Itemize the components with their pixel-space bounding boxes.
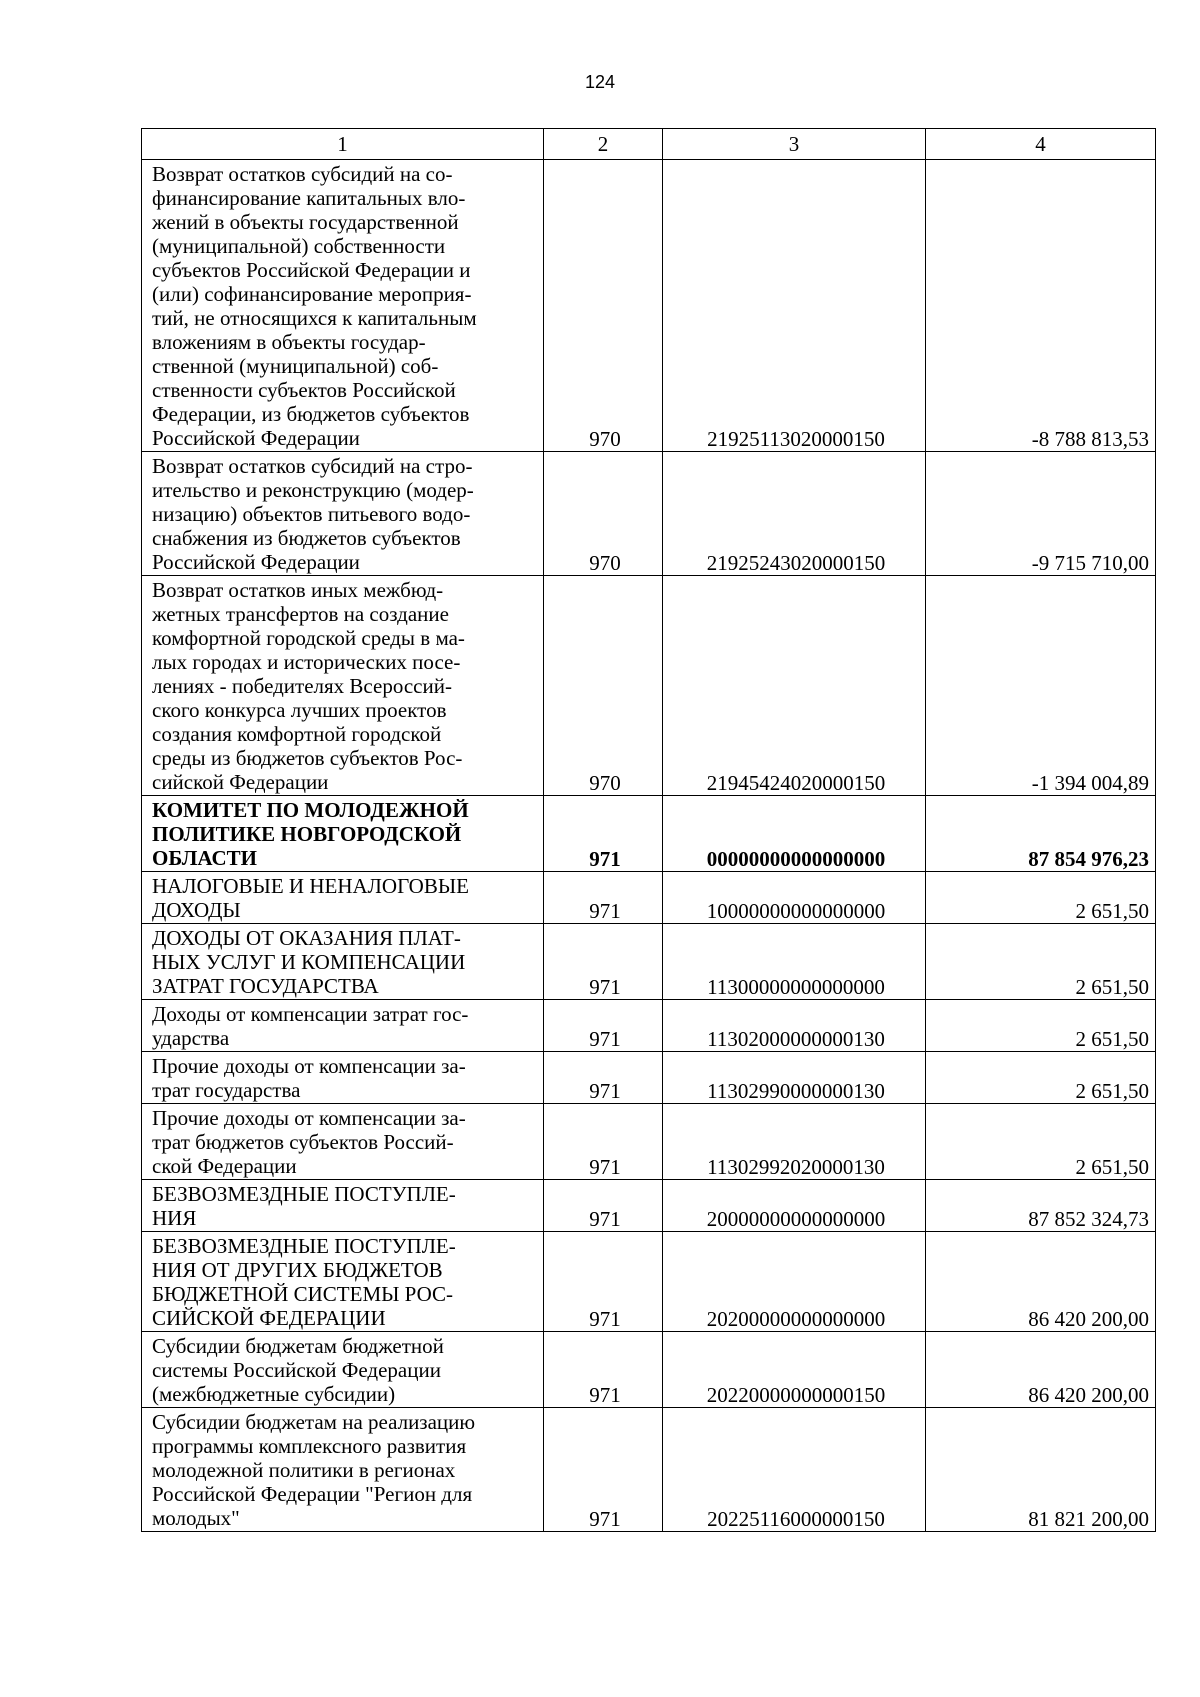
row-name-line: (или) софинансирование мероприя-: [152, 282, 472, 306]
row-name-line: Прочие доходы от компенсации за-: [152, 1106, 466, 1130]
row-amount: -9 715 710,00: [926, 452, 1156, 576]
row-name-line: Российской Федерации "Регион для: [152, 1482, 473, 1506]
row-name-line: низацию) объектов питьевого водо-: [152, 502, 471, 526]
row-name-line: Возврат остатков иных межбюд-: [152, 578, 444, 602]
row-budget-code: 10000000000000000: [663, 872, 926, 924]
row-name-line: субъектов Российской Федерации и: [152, 258, 471, 282]
header-col-2: 2: [544, 129, 663, 160]
row-name-line: ДОХОДЫ: [152, 898, 241, 922]
row-name-line: Российской Федерации: [152, 550, 360, 574]
table-row: [142, 1232, 1156, 1332]
row-admin-code: 971: [544, 1104, 663, 1180]
row-name: [142, 1232, 544, 1332]
row-budget-code: 20225116000000150: [663, 1408, 926, 1532]
row-name-line: молодых": [152, 1506, 240, 1530]
row-amount: -8 788 813,53: [926, 160, 1156, 452]
row-name-line: Возврат остатков субсидий на со-: [152, 162, 453, 186]
row-budget-code: 21925243020000150: [663, 452, 926, 576]
row-name: [142, 924, 544, 1000]
header-col-1: 1: [142, 129, 544, 160]
row-name-line: ДОХОДЫ ОТ ОКАЗАНИЯ ПЛАТ-: [152, 926, 461, 950]
row-name-line: жений в объекты государственной: [152, 210, 459, 234]
row-name: [142, 576, 544, 796]
row-name-line: снабжения из бюджетов субъектов: [152, 526, 461, 550]
table-row: [142, 1052, 1156, 1104]
row-name-line: комфортной городской среды в ма-: [152, 626, 465, 650]
row-name-line: СИЙСКОЙ ФЕДЕРАЦИИ: [152, 1306, 386, 1330]
row-name-line: (межбюджетные субсидии): [152, 1382, 396, 1406]
row-amount: 86 420 200,00: [926, 1232, 1156, 1332]
row-name-line: ского конкурса лучших проектов: [152, 698, 447, 722]
row-name-line: НЫХ УСЛУГ И КОМПЕНСАЦИИ: [152, 950, 466, 974]
row-name: [142, 796, 544, 872]
row-amount: 2 651,50: [926, 1000, 1156, 1052]
row-admin-code: 971: [544, 1052, 663, 1104]
row-name-line: Доходы от компенсации затрат гос-: [152, 1002, 469, 1026]
row-amount: 2 651,50: [926, 872, 1156, 924]
row-admin-code: 970: [544, 160, 663, 452]
row-amount: 2 651,50: [926, 1104, 1156, 1180]
header-col-4: 4: [926, 129, 1156, 160]
row-amount: 87 852 324,73: [926, 1180, 1156, 1232]
row-admin-code: 971: [544, 1000, 663, 1052]
row-name-line: НАЛОГОВЫЕ И НЕНАЛОГОВЫЕ: [152, 874, 469, 898]
row-amount: 86 420 200,00: [926, 1332, 1156, 1408]
row-name-line: трат государства: [152, 1078, 301, 1102]
table-body: [142, 160, 1156, 1532]
row-name-line: ЗАТРАТ ГОСУДАРСТВА: [152, 974, 379, 998]
row-name-line: ственной (муниципальной) соб-: [152, 354, 439, 378]
row-budget-code: 20200000000000000: [663, 1232, 926, 1332]
row-name: [142, 1408, 544, 1532]
row-name-line: Федерации, из бюджетов субъектов: [152, 402, 470, 426]
row-name-line: ПОЛИТИКЕ НОВГОРОДСКОЙ: [152, 822, 462, 846]
row-name-line: ской Федерации: [152, 1154, 297, 1178]
budget-table: [141, 128, 1156, 1532]
row-name-line: НИЯ ОТ ДРУГИХ БЮДЖЕТОВ: [152, 1258, 443, 1282]
table-row: [142, 576, 1156, 796]
row-name-line: жетных трансфертов на создание: [152, 602, 449, 626]
row-name: [142, 872, 544, 924]
row-name-line: БЕЗВОЗМЕЗДНЫЕ ПОСТУПЛЕ-: [152, 1182, 456, 1206]
row-name-line: лых городах и исторических посе-: [152, 650, 461, 674]
row-name: [142, 160, 544, 452]
row-amount: 2 651,50: [926, 1052, 1156, 1104]
row-name-line: БЮДЖЕТНОЙ СИСТЕМЫ РОС-: [152, 1282, 454, 1306]
row-admin-code: 971: [544, 924, 663, 1000]
row-budget-code: 21925113020000150: [663, 160, 926, 452]
row-name-line: Субсидии бюджетам на реализацию: [152, 1410, 476, 1434]
row-amount: 2 651,50: [926, 924, 1156, 1000]
row-budget-code: 11302000000000130: [663, 1000, 926, 1052]
row-name-line: БЕЗВОЗМЕЗДНЫЕ ПОСТУПЛЕ-: [152, 1234, 456, 1258]
header-col-3: 3: [663, 129, 926, 160]
row-budget-code: 20000000000000000: [663, 1180, 926, 1232]
table-row: [142, 160, 1156, 452]
row-name: [142, 452, 544, 576]
row-budget-code: 21945424020000150: [663, 576, 926, 796]
row-name: [142, 1052, 544, 1104]
row-budget-code: 20220000000000150: [663, 1332, 926, 1408]
row-amount: -1 394 004,89: [926, 576, 1156, 796]
row-amount: 87 854 976,23: [926, 796, 1156, 872]
row-name-line: ственности субъектов Российской: [152, 378, 456, 402]
header-row: [142, 129, 1156, 160]
row-name-line: программы комплексного развития: [152, 1434, 467, 1458]
row-admin-code: 970: [544, 452, 663, 576]
row-name-line: вложениям в объекты государ-: [152, 330, 426, 354]
row-budget-code: 00000000000000000: [663, 796, 926, 872]
row-admin-code: 971: [544, 872, 663, 924]
row-name: [142, 1332, 544, 1408]
table-row: [142, 796, 1156, 872]
row-name-line: ударства: [152, 1026, 230, 1050]
table-row: [142, 924, 1156, 1000]
table-row: [142, 1104, 1156, 1180]
row-amount: 81 821 200,00: [926, 1408, 1156, 1532]
row-name-line: создания комфортной городской: [152, 722, 442, 746]
row-name-line: среды из бюджетов субъектов Рос-: [152, 746, 463, 770]
row-admin-code: 971: [544, 1408, 663, 1532]
row-name-line: Субсидии бюджетам бюджетной: [152, 1334, 444, 1358]
row-admin-code: 971: [544, 1332, 663, 1408]
row-admin-code: 971: [544, 1232, 663, 1332]
row-name-line: ительство и реконструкцию (модер-: [152, 478, 474, 502]
table-row: [142, 452, 1156, 576]
table-row: [142, 1180, 1156, 1232]
row-name-line: системы Российской Федерации: [152, 1358, 441, 1382]
row-name-line: молодежной политики в регионах: [152, 1458, 456, 1482]
row-name-line: Возврат остатков субсидий на стро-: [152, 454, 473, 478]
row-name-line: финансирование капитальных вло-: [152, 186, 466, 210]
row-name-line: НИЯ: [152, 1206, 197, 1230]
row-name-line: тий, не относящихся к капитальным: [152, 306, 477, 330]
table-row: [142, 1332, 1156, 1408]
row-name-line: Российской Федерации: [152, 426, 360, 450]
row-name-line: (муниципальной) собственности: [152, 234, 446, 258]
row-admin-code: 971: [544, 1180, 663, 1232]
row-name: [142, 1000, 544, 1052]
page-number: 124: [584, 72, 616, 92]
row-budget-code: 11302992020000130: [663, 1104, 926, 1180]
row-name: [142, 1180, 544, 1232]
row-name-line: КОМИТЕТ ПО МОЛОДЕЖНОЙ: [152, 798, 469, 822]
table-row: [142, 1000, 1156, 1052]
row-name-line: лениях - победителях Всероссий-: [152, 674, 452, 698]
row-name-line: Прочие доходы от компенсации за-: [152, 1054, 466, 1078]
row-name: [142, 1104, 544, 1180]
row-name-line: трат бюджетов субъектов Россий-: [152, 1130, 454, 1154]
row-name-line: ОБЛАСТИ: [152, 846, 257, 870]
row-budget-code: 11302990000000130: [663, 1052, 926, 1104]
row-admin-code: 970: [544, 576, 663, 796]
table-row: [142, 1408, 1156, 1532]
row-admin-code: 971: [544, 796, 663, 872]
row-budget-code: 11300000000000000: [663, 924, 926, 1000]
table-row: [142, 872, 1156, 924]
row-name-line: сийской Федерации: [152, 770, 329, 794]
